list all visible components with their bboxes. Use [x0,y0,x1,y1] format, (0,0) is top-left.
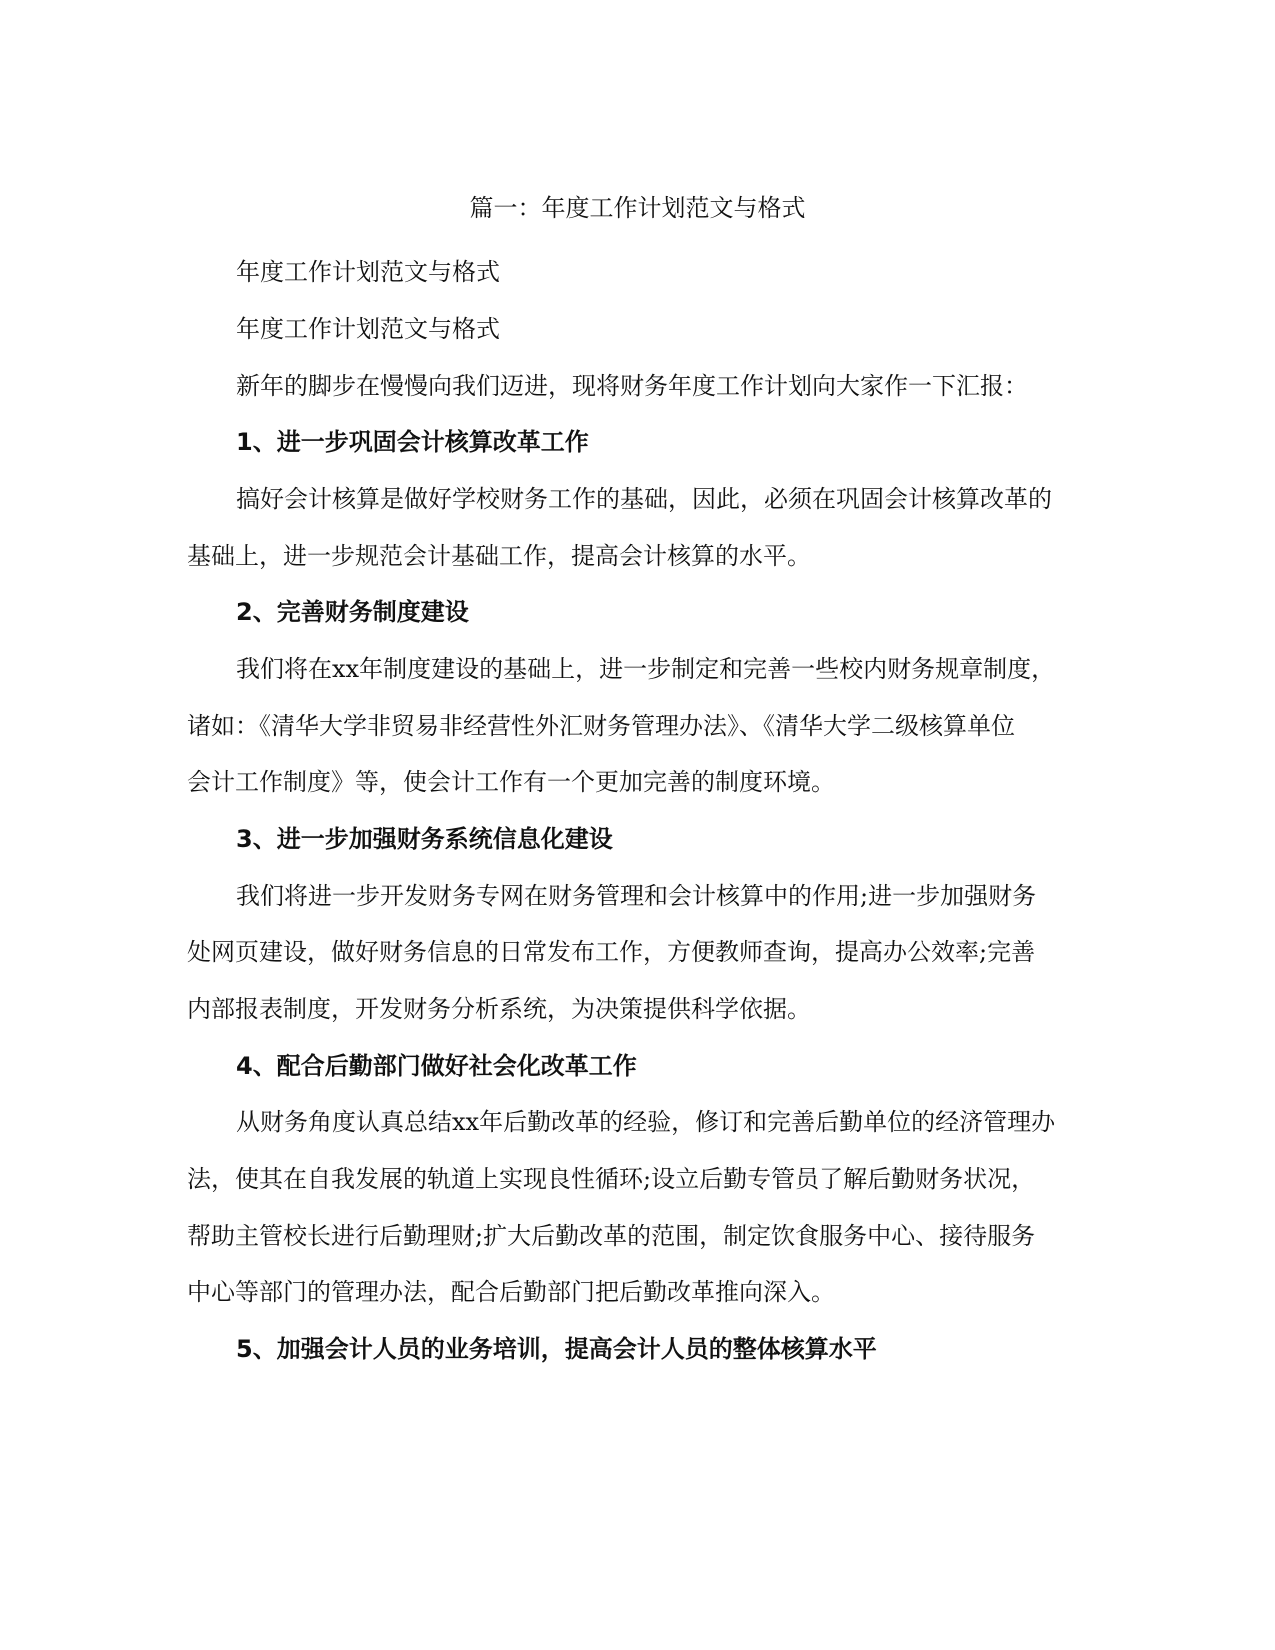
subtitle-line: 年度工作计划范文与格式 [236,315,500,343]
paragraph-line: 内部报表制度，开发财务分析系统，为决策提供科学依据。 [187,995,811,1023]
section-heading-1: 1、进一步巩固会计核算改革工作 [236,428,589,456]
intro-paragraph: 新年的脚步在慢慢向我们迈进，现将财务年度工作计划向大家作一下汇报： [236,372,1028,400]
subtitle-line: 年度工作计划范文与格式 [236,258,500,286]
section-heading-5: 5、加强会计人员的业务培训，提高会计人员的整体核算水平 [236,1335,877,1363]
section-heading-3: 3、进一步加强财务系统信息化建设 [236,825,613,853]
paragraph-line: 处网页建设，做好财务信息的日常发布工作，方便教师查询，提高办公效率;完善 [187,938,1036,966]
paragraph-line: 帮助主管校长进行后勤理财;扩大后勤改革的范围，制定饮食服务中心、接待服务 [187,1222,1036,1250]
document-title: 篇一：年度工作计划范文与格式 [469,194,806,222]
section-heading-4: 4、配合后勤部门做好社会化改革工作 [236,1052,637,1080]
paragraph-line: 基础上，进一步规范会计基础工作，提高会计核算的水平。 [187,542,811,570]
paragraph-line: 我们将进一步开发财务专网在财务管理和会计核算中的作用;进一步加强财务 [236,882,1037,910]
paragraph-line: 诸如：《清华大学非贸易非经营性外汇财务管理办法》、《清华大学二级核算单位 [187,712,1015,740]
paragraph-line: 我们将在xx年制度建设的基础上，进一步制定和完善一些校内财务规章制度， [236,655,1056,683]
paragraph-line: 从财务角度认真总结xx年后勤改革的经验，修订和完善后勤单位的经济管理办 [236,1108,1056,1136]
paragraph-line: 搞好会计核算是做好学校财务工作的基础，因此，必须在巩固会计核算改革的 [236,485,1052,513]
paragraph-line: 中心等部门的管理办法，配合后勤部门把后勤改革推向深入。 [187,1278,835,1306]
paragraph-line: 会计工作制度》等，使会计工作有一个更加完善的制度环境。 [187,768,835,796]
section-heading-2: 2、完善财务制度建设 [236,598,469,626]
paragraph-line: 法，使其在自我发展的轨道上实现良性循环;设立后勤专管员了解后勤财务状况， [187,1165,1036,1193]
